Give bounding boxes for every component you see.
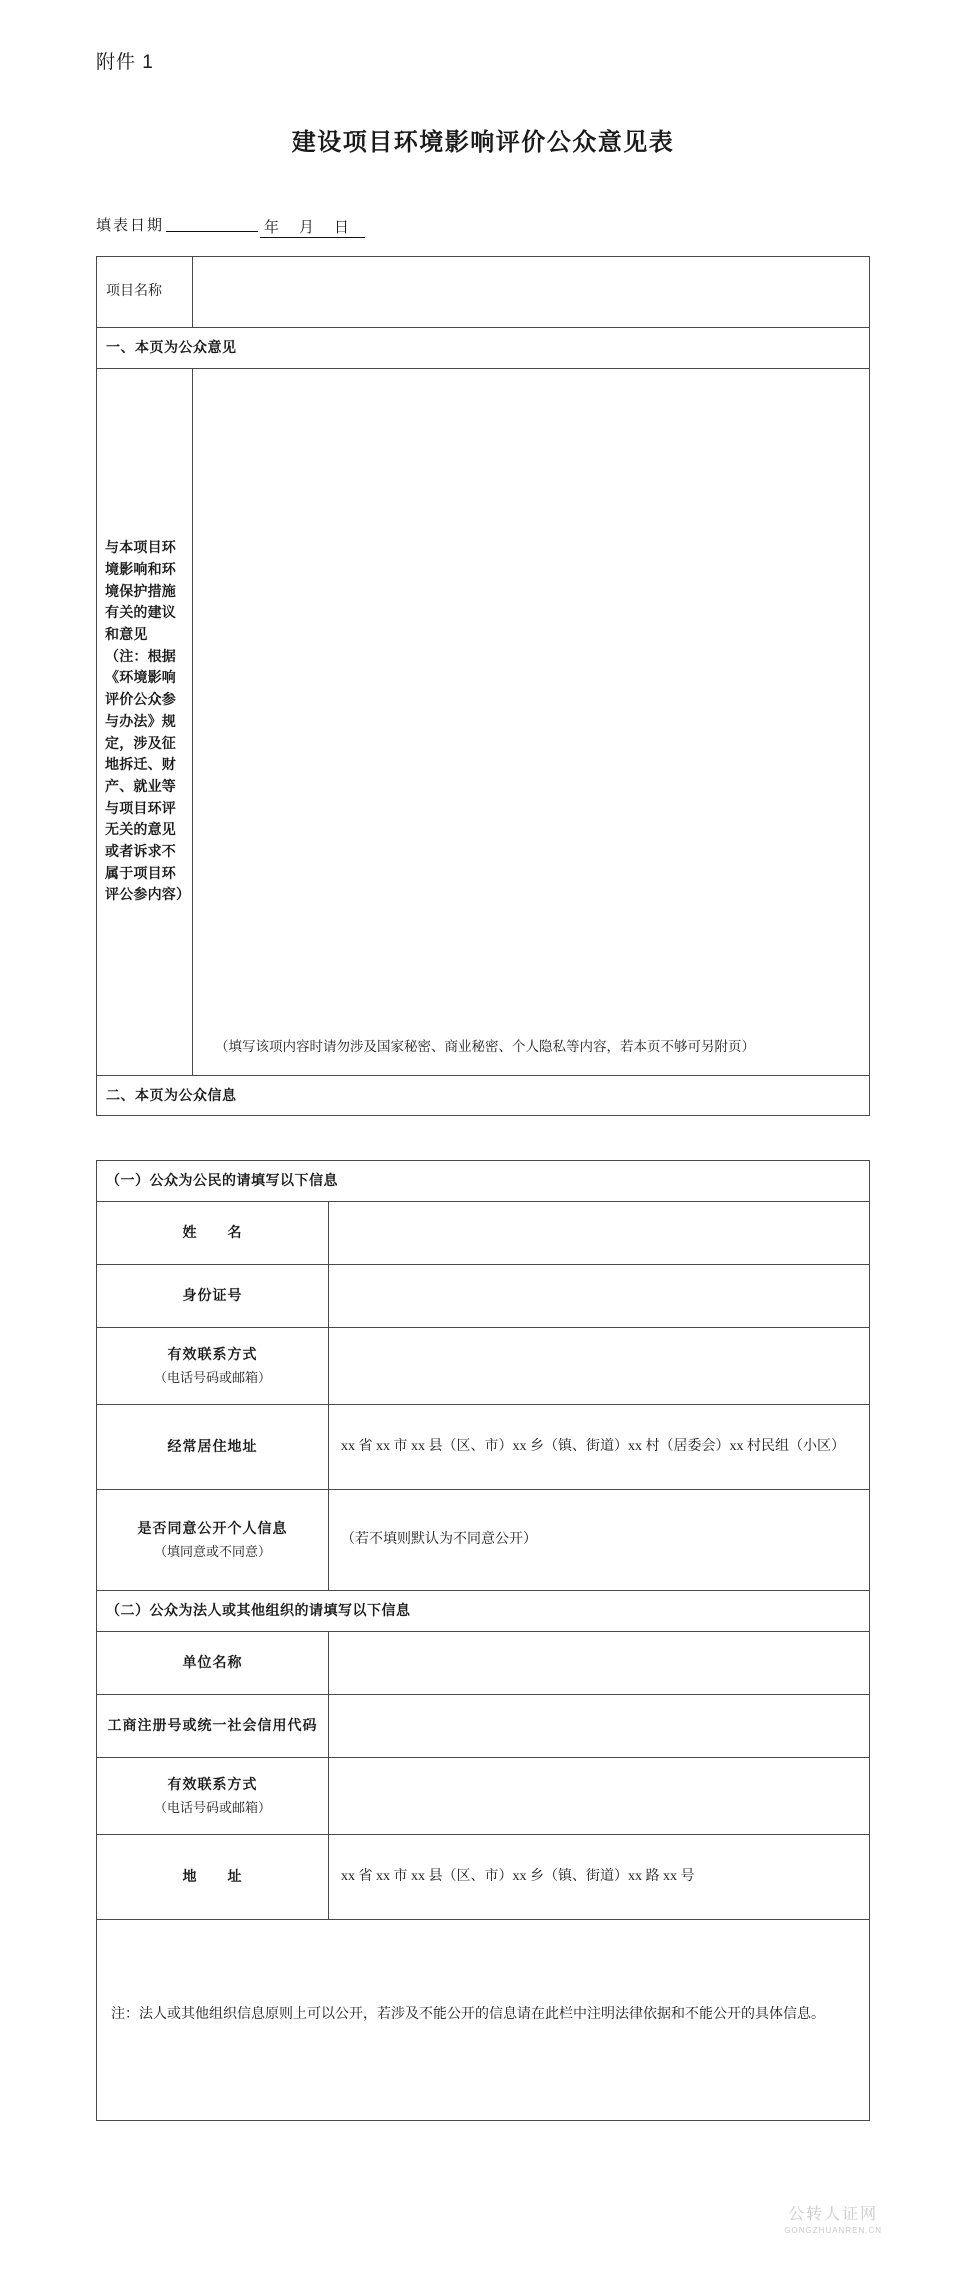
attachment-label: 附件 1: [96, 52, 154, 73]
citizen-contact-sublabel: （电话号码或邮箱）: [153, 1369, 271, 1385]
org-name-label-text: 单位名称: [182, 1653, 243, 1670]
org-name-label: [97, 1631, 329, 1694]
date-month-unit: 月: [295, 216, 330, 238]
organization-footnote: 注：法人或其他组织信息原则上可以公开，若涉及不能公开的信息请在此栏中注明法律依据和不能公开的具体信息。: [97, 1919, 870, 2120]
citizen-consent-label: [97, 1490, 329, 1591]
watermark-main-text: 公转人证网: [788, 2206, 879, 2223]
citizen-address-label-text: 经常居住地址: [167, 1438, 258, 1455]
citizen-consent-value[interactable]: （若不填则默认为不同意公开）: [329, 1490, 870, 1591]
watermark-sub-text: GONGZHUANREN.CN: [784, 2226, 882, 2235]
table-row: [97, 368, 870, 1075]
date-year-unit: 年: [260, 216, 295, 238]
citizen-consent-label-text: 是否同意公开个人信息: [137, 1520, 288, 1537]
table-row: [97, 1490, 870, 1591]
citizen-address-value[interactable]: xx 省 xx 市 xx 县（区、市）xx 乡（镇、街道）xx 村（居委会）xx 村民组（小区）: [329, 1405, 870, 1490]
citizen-name-label: [97, 1202, 329, 1265]
org-registration-value[interactable]: [329, 1694, 870, 1757]
org-address-label-text: 地 址: [182, 1867, 243, 1884]
opinion-input-area[interactable]: [193, 368, 870, 1075]
org-address-label: [97, 1834, 329, 1919]
opinion-table: [96, 256, 870, 1116]
table-row: [97, 1161, 870, 1202]
section-one-heading: 一、本页为公众意见: [97, 327, 870, 368]
org-registration-label: [97, 1694, 329, 1757]
page-title: 建设项目环境影响评价公众意见表: [291, 128, 675, 156]
org-contact-sublabel: （电话号码或邮箱）: [153, 1799, 271, 1815]
table-row: [97, 1694, 870, 1757]
table-row: [97, 1075, 870, 1116]
public-info-table: [96, 1160, 870, 2120]
citizen-contact-value[interactable]: [329, 1328, 870, 1405]
org-contact-value[interactable]: [329, 1757, 870, 1834]
watermark: [784, 2207, 882, 2235]
table-row: [97, 1834, 870, 1919]
table-row: [97, 1405, 870, 1490]
citizen-contact-label: [97, 1328, 329, 1405]
table-row: [97, 1919, 870, 2120]
org-registration-label-text: 工商注册号或统一社会信用代码: [107, 1716, 318, 1733]
org-address-value[interactable]: xx 省 xx 市 xx 县（区、市）xx 乡（镇、街道）xx 路 xx 号: [329, 1834, 870, 1919]
date-blank[interactable]: [166, 231, 258, 232]
table-row: [97, 1202, 870, 1265]
citizen-contact-label-text: 有效联系方式: [167, 1346, 258, 1363]
citizen-id-label: [97, 1265, 329, 1328]
table-gap: [96, 1116, 870, 1160]
citizen-consent-sublabel: （填同意或不同意）: [153, 1543, 271, 1559]
citizen-name-label-text: 姓 名: [182, 1224, 243, 1241]
date-day-unit: 日: [330, 216, 365, 238]
org-name-value[interactable]: [329, 1631, 870, 1694]
fill-date-label: 填表日期: [96, 217, 165, 234]
citizen-name-value[interactable]: [329, 1202, 870, 1265]
table-row: [97, 1757, 870, 1834]
project-name-value[interactable]: [193, 256, 870, 327]
organization-section-heading: （二）公众为法人或其他组织的请填写以下信息: [97, 1591, 870, 1632]
opinion-note: （填写该项内容时请勿涉及国家秘密、商业秘密、个人隐私等内容，若本页不够可另附页）: [215, 1039, 755, 1055]
table-row: [97, 1265, 870, 1328]
table-row: [97, 1631, 870, 1694]
section-two-heading: 二、本页为公众信息: [97, 1075, 870, 1116]
opinion-label: 与本项目环境影响和环境保护措施有关的建议和意见（注：根据《环境影响评价公众参与办法》规定，涉及征地拆迁、财产、就业等与项目环评无关的意见或者诉求不属于项目环评公参内容）: [97, 368, 193, 1075]
citizen-section-heading: （一）公众为公民的请填写以下信息: [97, 1161, 870, 1202]
table-row: [97, 1591, 870, 1632]
fill-date-line: [96, 214, 870, 238]
citizen-id-label-text: 身份证号: [182, 1287, 243, 1304]
org-contact-label: [97, 1757, 329, 1834]
citizen-address-label: [97, 1405, 329, 1490]
table-row: [97, 256, 870, 327]
project-name-label: 项目名称: [97, 256, 193, 327]
table-row: [97, 1328, 870, 1405]
org-contact-label-text: 有效联系方式: [167, 1775, 258, 1792]
table-row: [97, 327, 870, 368]
citizen-id-value[interactable]: [329, 1265, 870, 1328]
